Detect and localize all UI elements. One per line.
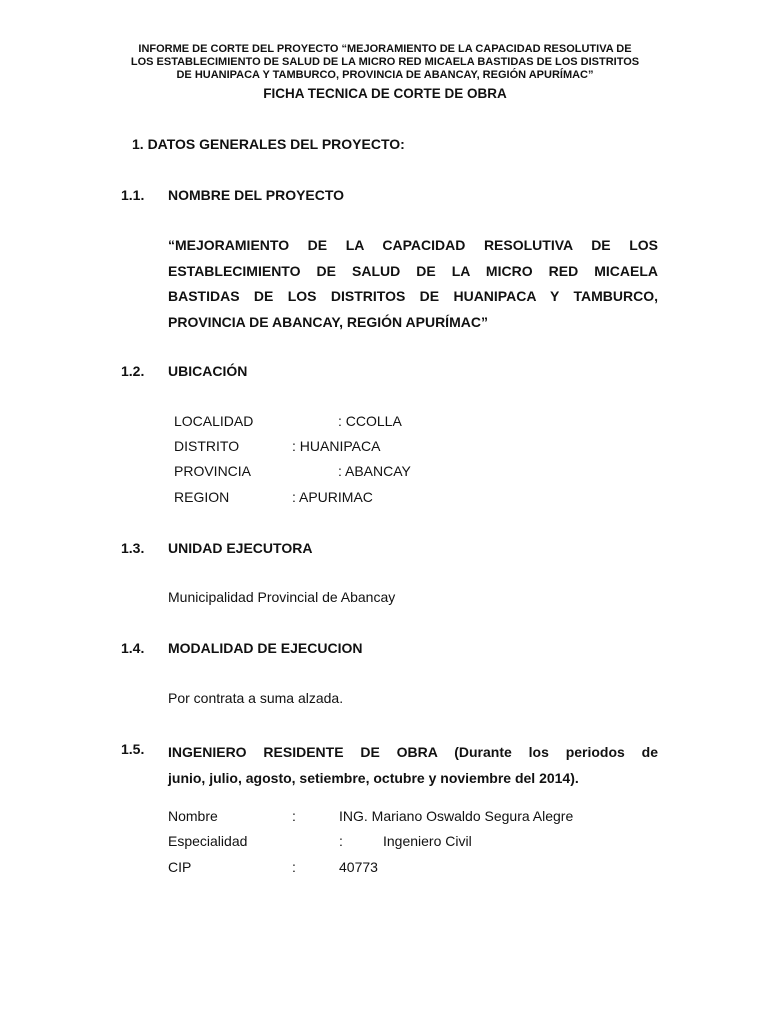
header-line-3: DE HUANIPACA Y TAMBURCO, PROVINCIA DE ABANCAY, REGIÓN APURÍMAC” [176,69,594,81]
header-line-2: LOS ESTABLECIMIENTO DE SALUD DE LA MICRO RED MICAELA BASTIDAS DE LOS DISTRITOS [130,56,640,68]
engineer-label-cip: CIP [168,859,192,875]
section-1-3-number: 1.3. [121,540,145,556]
section-1-5-number: 1.5. [121,741,145,757]
engineer-colon-cip: : [292,859,296,875]
document-subtitle: FICHA TECNICA DE CORTE DE OBRA [263,86,507,101]
location-label-distrito: DISTRITO [174,438,240,454]
section-1-5-title [168,739,658,791]
engineer-colon-especialidad: : [339,833,343,849]
report-header [100,43,670,82]
location-value-region: : APURIMAC [292,489,373,505]
engineer-value-especialidad: Ingeniero Civil [383,833,472,849]
location-value-distrito: : HUANIPACA [292,438,381,454]
engineer-value-nombre: ING. Mariano Oswaldo Segura Alegre [339,808,574,824]
section-1-4-number: 1.4. [121,640,145,656]
engineer-label-especialidad: Especialidad [168,833,248,849]
location-label-region: REGION [174,489,230,505]
section-1-1-number: 1.1. [121,187,145,203]
section-1-1-title: NOMBRE DEL PROYECTO [168,187,345,203]
quote-line-2: ESTABLECIMIENTO DE SALUD DE LA MICRO RED MICAELA [168,262,658,279]
quote-line-4: PROVINCIA DE ABANCAY, REGIÓN APURÍMAC” [168,313,488,330]
section-1-3-title: UNIDAD EJECUTORA [168,540,313,556]
execution-mode-text: Por contrata a suma alzada. [168,690,344,706]
project-name-quote [168,233,658,335]
location-value-provincia: : ABANCAY [338,463,411,479]
section-1-2-title: UBICACIÓN [168,363,248,379]
engineer-value-cip: 40773 [339,859,378,875]
engineer-colon-nombre: : [292,808,296,824]
location-value-localidad: : CCOLLA [338,413,402,429]
quote-line-1: “MEJORAMIENTO DE LA CAPACIDAD RESOLUTIVA DE LOS [168,237,658,253]
executing-unit-text: Municipalidad Provincial de Abancay [168,589,396,605]
quote-line-3: BASTIDAS DE LOS DISTRITOS DE HUANIPACA Y TAMBURCO, [168,288,658,304]
engineer-label-nombre: Nombre [168,808,218,824]
section-1-title: 1. DATOS GENERALES DEL PROYECTO: [132,136,405,152]
location-label-provincia: PROVINCIA [174,463,252,479]
location-label-localidad: LOCALIDAD [174,413,254,429]
section-1-5-title-line-2: junio, julio, agosto, setiembre, octubre y noviembre del 2014). [168,770,579,786]
header-line-1: INFORME DE CORTE DEL PROYECTO “MEJORAMIENTO DE LA CAPACIDAD RESOLUTIVA DE [138,43,632,55]
section-1-4-title: MODALIDAD DE EJECUCION [168,640,363,656]
section-1-5-title-line-1: INGENIERO RESIDENTE DE OBRA (Durante los periodos de [168,744,658,760]
section-1-2-number: 1.2. [121,363,145,379]
